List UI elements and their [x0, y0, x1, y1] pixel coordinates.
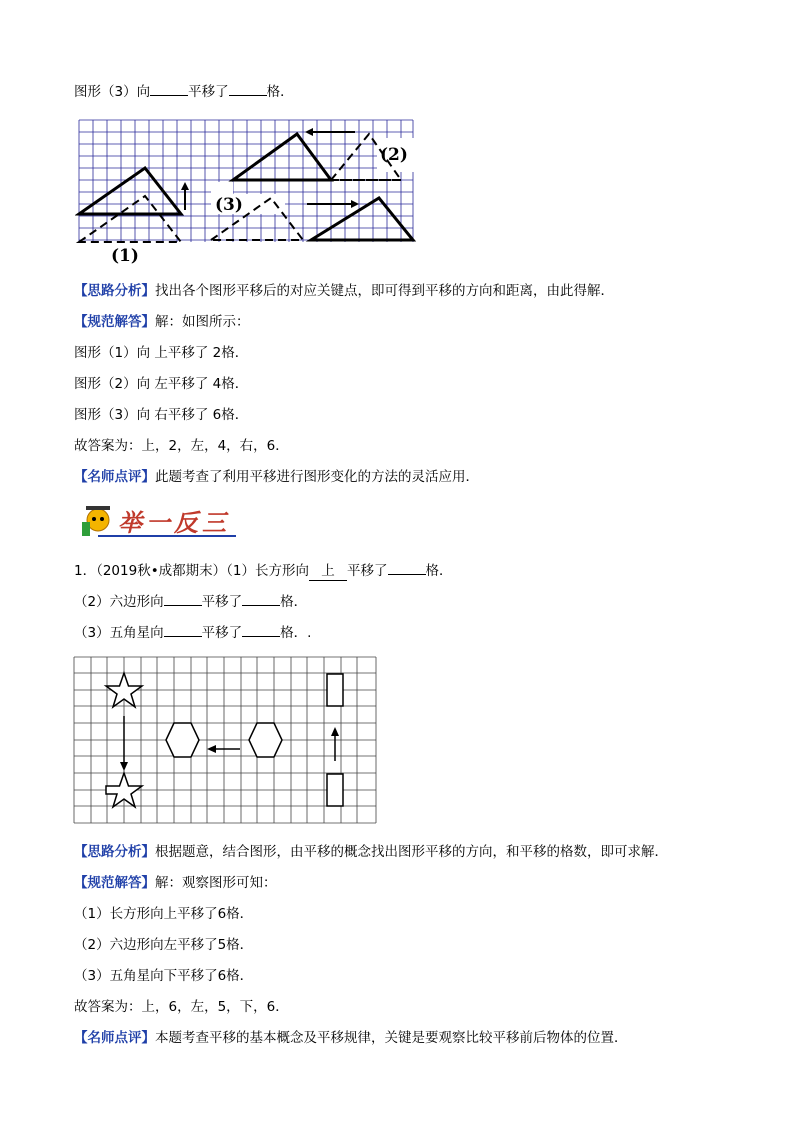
- mascot-icon: [87, 509, 109, 531]
- answer-blank[interactable]: [388, 574, 426, 575]
- hexagon-original-icon: [249, 723, 282, 757]
- solution-1-line: 图形（1）向 上平移了 2格．: [74, 345, 249, 361]
- answer-blank[interactable]: [242, 605, 280, 606]
- comment-2: 【名师点评】本题考查平移的基本概念及平移规律，关键是要观察比较平移前后物体的位置．: [74, 1030, 628, 1046]
- answer-blank[interactable]: [164, 605, 202, 606]
- rectangle-moved-icon: [327, 674, 343, 706]
- analysis-2: 【思路分析】根据题意，结合图形，由平移的概念找出图形平移的方向，和平移的格数，即可求解．: [74, 844, 668, 860]
- section-banner: [80, 500, 236, 542]
- translation-grid-figure-2: [73, 656, 379, 826]
- solution-1-heading: 【规范解答】解：如图所示：: [74, 314, 250, 330]
- triangle-2-moved: [233, 134, 331, 180]
- solution-2-heading: 【规范解答】解：观察图形可知：: [74, 875, 277, 891]
- analysis-1: 【思路分析】找出各个图形平移后的对应关键点，即可得到平移的方向和距离，由此得解．: [74, 283, 614, 299]
- comment-1: 【名师点评】此题考查了利用平移进行图形变化的方法的灵活应用．: [74, 469, 479, 485]
- question-line-figure3: 图形（3）向 平移了 格．: [74, 84, 294, 100]
- label-1: (1): [111, 246, 139, 266]
- hexagon-moved-icon: [166, 723, 199, 757]
- solution-1-line: 图形（3）向 右平移了 6格．: [74, 407, 249, 423]
- answer-blank[interactable]: [164, 636, 202, 637]
- question-2-line-3: （3）五角星向 平移了 格．.: [74, 625, 312, 641]
- answer-blank[interactable]: 上: [309, 562, 347, 581]
- solution-2-line: （2）六边形向左平移了5格．: [74, 937, 254, 953]
- solution-2-line: （1）长方形向上平移了6格．: [74, 906, 254, 922]
- label-3: (3): [215, 195, 243, 215]
- label-2: (2): [380, 145, 408, 165]
- answer-blank[interactable]: [150, 95, 188, 96]
- answer-blank[interactable]: [229, 95, 267, 96]
- rectangle-original-icon: [327, 774, 343, 806]
- solution-1-answer: 故答案为：上，2，左，4，右，6．: [74, 438, 289, 454]
- question-2-line-2: （2）六边形向 平移了 格．: [74, 594, 308, 610]
- question-2-line-1: 1．（2019秋•成都期末）（1）长方形向 上 平移了 格．: [74, 563, 453, 579]
- banner-title: 举一反三: [118, 508, 230, 537]
- answer-blank[interactable]: [242, 636, 280, 637]
- translation-grid-figure-1: [75, 118, 420, 268]
- solution-1-line: 图形（2）向 左平移了 4格．: [74, 376, 249, 392]
- triangle-1-moved: [79, 168, 181, 214]
- solution-2-answer: 故答案为：上，6，左，5，下，6．: [74, 999, 289, 1015]
- solution-2-line: （3）五角星向下平移了6格．: [74, 968, 254, 984]
